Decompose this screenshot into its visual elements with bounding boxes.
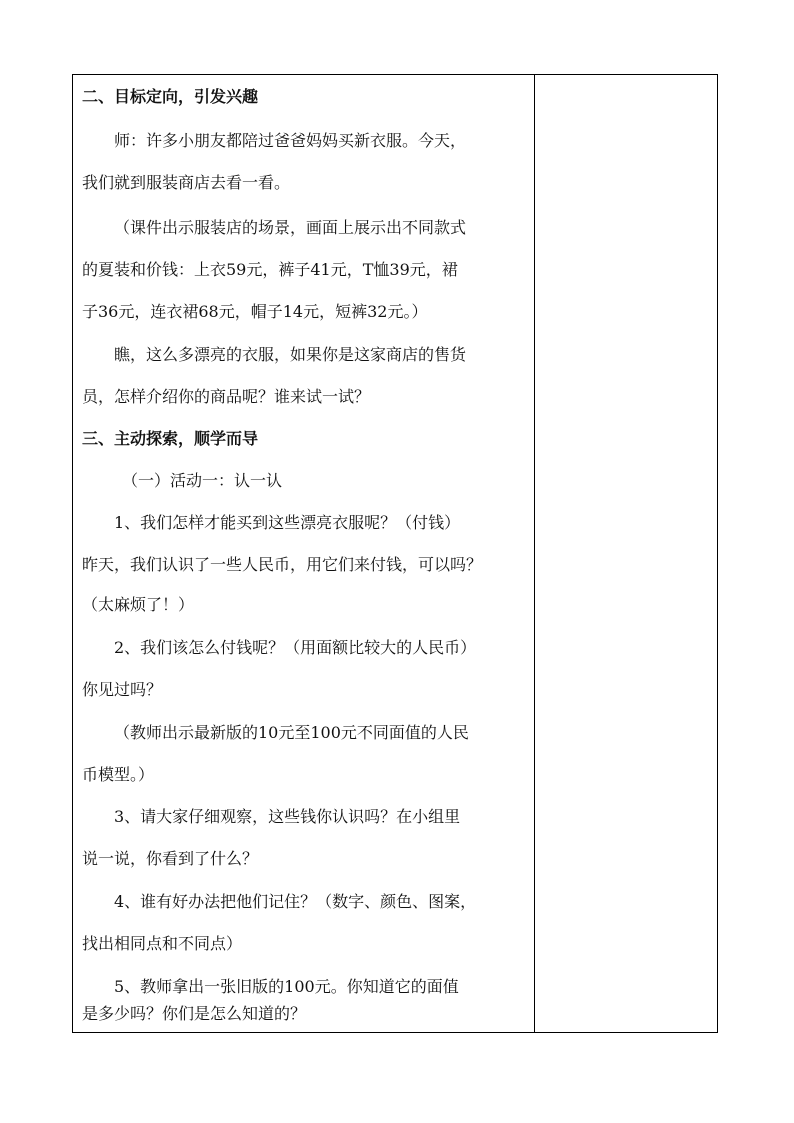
- lesson-content-cell: [73, 75, 534, 1032]
- lesson-plan-table: [72, 74, 718, 1033]
- text-line: 说一说，你看到了什么？: [82, 849, 259, 868]
- text-line: 找出相同点和不同点）: [82, 934, 243, 953]
- text-line: 子36元，连衣裙68元，帽子14元，短裤32元。）: [82, 302, 428, 321]
- text-line: 员，怎样介绍你的商品呢？谁来试一试？: [82, 387, 371, 406]
- text-line: （教师出示最新版的10元至100元不同面值的人民: [114, 723, 469, 742]
- notes-cell: [535, 75, 718, 1032]
- text-line: 师：许多小朋友都陪过爸爸妈妈买新衣服。今天，: [114, 131, 467, 150]
- text-line: 是多少吗？你们是怎么知道的？: [82, 1004, 307, 1023]
- text-line: 瞧，这么多漂亮的衣服，如果你是这家商店的售货: [114, 345, 467, 364]
- text-line: （课件出示服装店的场景，画面上展示出不同款式: [114, 218, 467, 237]
- activity-heading: （一）活动一：认一认: [122, 471, 283, 490]
- text-line: 4、谁有好办法把他们记住？（数字、颜色、图案，: [114, 892, 477, 911]
- text-line: 昨天，我们认识了一些人民币，用它们来付钱，可以吗？: [82, 555, 483, 574]
- text-line: 1、我们怎样才能买到这些漂亮衣服呢？（付钱）: [114, 513, 461, 532]
- section-heading-explore: 三、主动探索，顺学而导: [82, 429, 259, 448]
- text-line: 的夏装和价钱：上衣59元，裤子41元，T恤39元，裙: [82, 260, 458, 279]
- text-line: 3、请大家仔细观察，这些钱你认识吗？在小组里: [114, 807, 461, 826]
- text-line: 币模型。）: [82, 765, 155, 784]
- text-line: （太麻烦了！）: [82, 595, 195, 614]
- text-line: 你见过吗？: [82, 680, 163, 699]
- text-line: 我们就到服装商店去看一看。: [82, 173, 291, 192]
- text-line: 5、教师拿出一张旧版的100元。你知道它的面值: [114, 977, 459, 996]
- text-line: 2、我们该怎么付钱呢？（用面额比较大的人民币）: [114, 638, 477, 657]
- section-heading-goal: 二、目标定向，引发兴趣: [82, 87, 259, 106]
